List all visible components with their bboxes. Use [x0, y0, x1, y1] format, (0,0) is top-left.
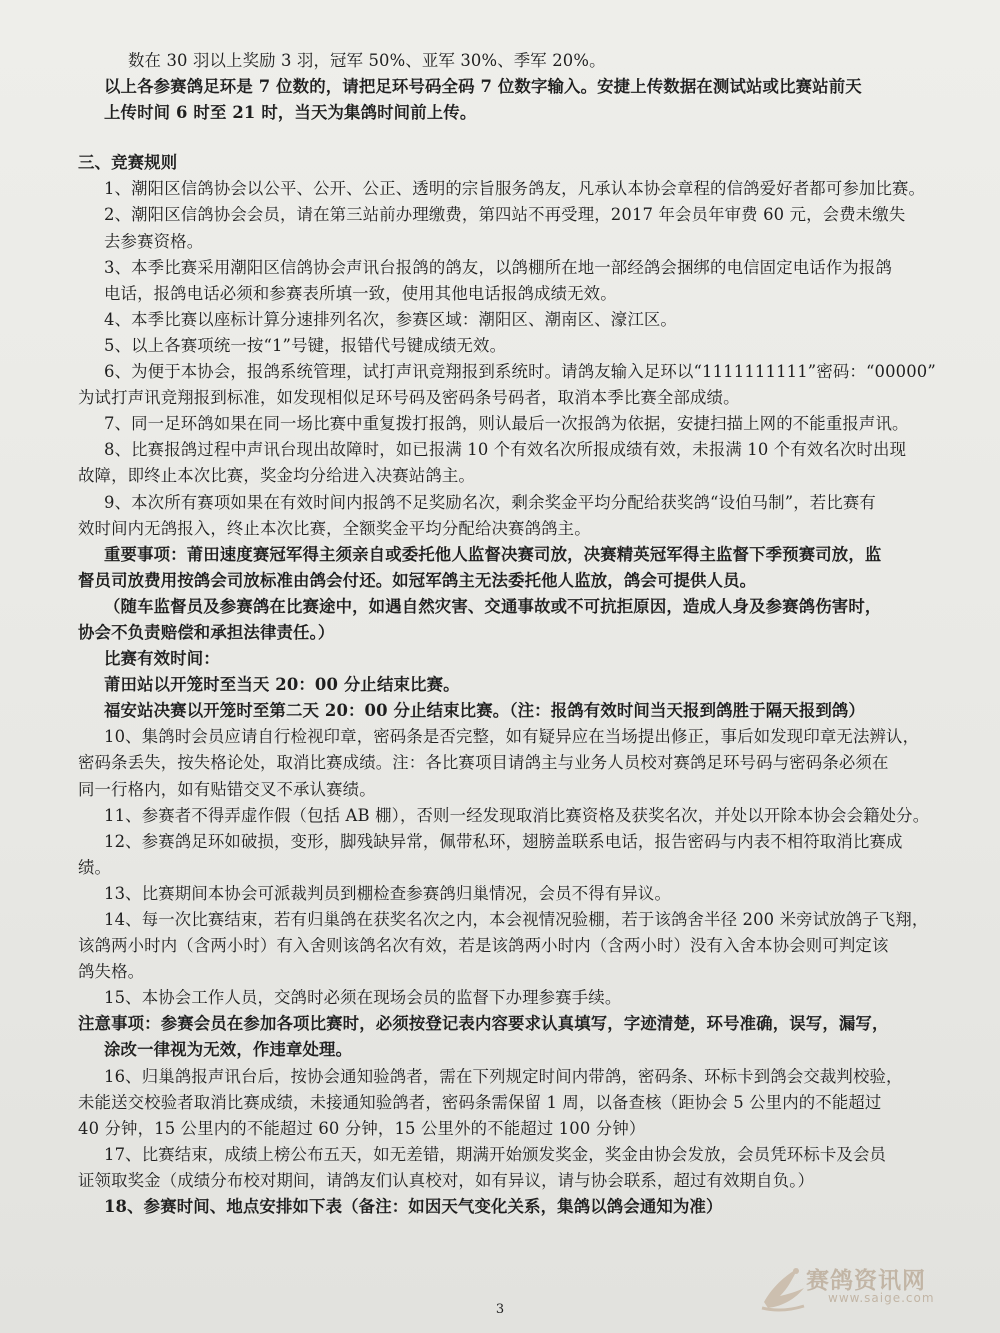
rule-item-continued: 未能送交校验者取消比赛成绩，未接通知验鸽者，密码条需保留 1 周，以备查核（距协会 5 公里内的不能超过 [78, 1092, 882, 1112]
rule-item-continued: 绩。 [78, 857, 112, 877]
rule-item: 12、参赛鸽足环如破损，变形，脚残缺异常，佩带私环，翅膀盖联系电话，报告密码与内表不相符取消比赛成 [104, 831, 903, 851]
rule-item: 14、每一次比赛结束，若有归巢鸽在获奖名次之内，本会视情况验棚，若于该鸽舍半径 200 米旁试放鸽子飞翔， [104, 910, 929, 929]
rule-item-continued: 电话，报鸽电话必须和参赛表所填一致，使用其他电话报鸽成绩无效。 [104, 283, 617, 303]
rule-item: 7、同一足环鸽如果在同一场比赛中重复拨打报鸽，则认最后一次报鸽为依据，安捷扫描上网的不能重报声讯。 [104, 414, 909, 434]
rule-item-continued: 同一行格内，如有贴错交叉不承认赛绩。 [78, 779, 376, 799]
important-note-continued: 督员司放费用按鸽会司放标准由鸽会付还。如冠军鸽主无法委托他人监放，鸽会可提供人员。 [78, 570, 757, 590]
rule-item: 18、参赛时间、地点安排如下表（备注：如因天气变化关系，集鸽以鸽会通知为准） [104, 1197, 723, 1217]
rule-item: 8、比赛报鸽过程中声讯台现出故障时，如已报满 10 个有效名次所报成绩有效，未报满 10 个有效名次时出现 [104, 440, 907, 460]
text-line: 上传时间 6 时至 21 时，当天为集鸽时间前上传。 [104, 103, 477, 123]
rule-item-continued: 40 分钟，15 公里内的不能超过 60 分钟，15 公里外的不能超过 100 分钟） [78, 1118, 646, 1138]
watermark [758, 1258, 988, 1314]
rule-item: 5、以上各赛项统一按“1”号键，报错代号键成绩无效。 [104, 335, 507, 355]
rule-item-continued: 鸽失格。 [78, 962, 145, 982]
rule-item: 3、本季比赛采用潮阳区信鸽协会声讯台报鸽的鸽友，以鸽棚所在地一部经鸽会捆绑的电信固定电话作为报鸽 [104, 257, 892, 277]
rule-item-continued: 故障，即终止本次比赛，奖金均分给进入决赛站鸽主。 [78, 466, 475, 486]
rule-item-continued: 证领取奖金（成绩分布校对期间，请鸽友们认真校对，如有异议，请与协会联系，超过有效期自负。） [78, 1170, 815, 1190]
rule-item: 17、比赛结束，成绩上榜公布五天，如无差错，期满开始颁发奖金，奖金由协会发放，会员凭环标卡及会员 [104, 1144, 887, 1164]
watermark-name: 赛鸽资讯网 [806, 1268, 926, 1294]
rule-item: 4、本季比赛以座标计算分速排列名次，参赛区域：潮阳区、潮南区、濠江区。 [104, 309, 677, 329]
disclaimer-continued: 协会不负责赔偿和承担法律责任。） [78, 622, 335, 642]
rule-item-continued: 密码条丢失，按失格论处，取消比赛成绩。注：各比赛项目请鸽主与业务人员校对赛鸽足环号码与密码条必须在 [78, 753, 889, 773]
attention-note-continued: 涂改一律视为无效，作违章处理。 [104, 1040, 353, 1060]
page-number: 3 [495, 1302, 505, 1317]
valid-time-fuan: 福安站决赛以开笼时至第二天 20：00 分止结束比赛。（注：报鸽有效时间当天报到鸽胜于隔天报到鸽） [104, 701, 865, 721]
attention-note: 注意事项：参赛会员在参加各项比赛时，必须按登记表内容要求认真填写，字迹清楚，环号准确，误写，漏写， [78, 1014, 889, 1034]
section-heading: 三、竞赛规则 [78, 153, 178, 173]
watermark-url: www.saige.com [828, 1291, 935, 1305]
rule-item-continued: 该鸽两小时内（含两小时）有入舍则该鸽名次有效，若是该鸽两小时内（含两小时）没有入舍本协会则可判定该 [78, 936, 889, 956]
rule-item: 15、本协会工作人员，交鸽时必须在现场会员的监督下办理参赛手续。 [104, 988, 622, 1008]
rule-item: 2、潮阳区信鸽协会会员，请在第三站前办理缴费，第四站不再受理，2017 年会员年审费 60 元，会费未缴失 [104, 205, 906, 225]
pigeon-logo-icon [758, 1258, 810, 1314]
rule-item: 13、比赛期间本协会可派裁判员到棚检查参赛鸽归巢情况，会员不得有异议。 [104, 883, 671, 903]
rule-item: 1、潮阳区信鸽协会以公平、公开、公正、透明的宗旨服务鸽友，凡承认本协会章程的信鸽爱好者都可参加比赛。 [104, 179, 926, 199]
rule-item-continued: 去参赛资格。 [104, 231, 204, 251]
text-line: 以上各参赛鸽足环是 7 位数的，请把足环号码全码 7 位数字输入。安捷上传数据在测试站或比赛站前天 [104, 77, 862, 97]
rule-item-continued: 为试打声讯竞翔报到标准，如发现相似足环号码及密码条号码者，取消本季比赛全部成绩。 [78, 388, 740, 408]
valid-time-heading: 比赛有效时间： [104, 649, 220, 669]
rule-item: 9、本次所有赛项如果在有效时间内报鸽不足奖励名次，剩余奖金平均分配给获奖鸽“设伯马制”，若比赛有 [104, 492, 876, 512]
important-note: 重要事项：莆田速度赛冠军得主须亲自或委托他人监督决赛司放，决赛精英冠军得主监督下季预赛司放，监 [104, 544, 882, 564]
disclaimer: （随车监督员及参赛鸽在比赛途中，如遇自然灾害、交通事故或不可抗拒原因，造成人身及参赛鸽伤害时， [104, 596, 882, 616]
valid-time-putian: 莆田站以开笼时至当天 20：00 分止结束比赛。 [104, 675, 460, 695]
rule-item: 10、集鸽时会员应请自行检视印章，密码条是否完整，如有疑异应在当场提出修正，事后如发现印章无法辨认， [104, 727, 920, 747]
rule-item: 16、归巢鸽报声讯台后，按协会通知验鸽者，需在下列规定时间内带鸽，密码条、环标卡到鸽会交裁判校验， [104, 1066, 903, 1086]
rule-item: 6、为便于本协会，报鸽系统管理，试打声讯竞翔报到系统时。请鸽友输入足环以“1111111111”密码：“00000” [104, 362, 936, 382]
text-line: 数在 30 羽以上奖励 3 羽，冠军 50%、亚军 30%、季军 20%。 [128, 51, 606, 70]
rule-item-continued: 效时间内无鸽报入，终止本次比赛，全额奖金平均分配给决赛鸽鸽主。 [78, 518, 591, 538]
rule-item: 11、参赛者不得弄虚作假（包括 AB 棚），否则一经发现取消比赛资格及获奖名次，并处以开除本协会会籍处分。 [104, 805, 930, 825]
